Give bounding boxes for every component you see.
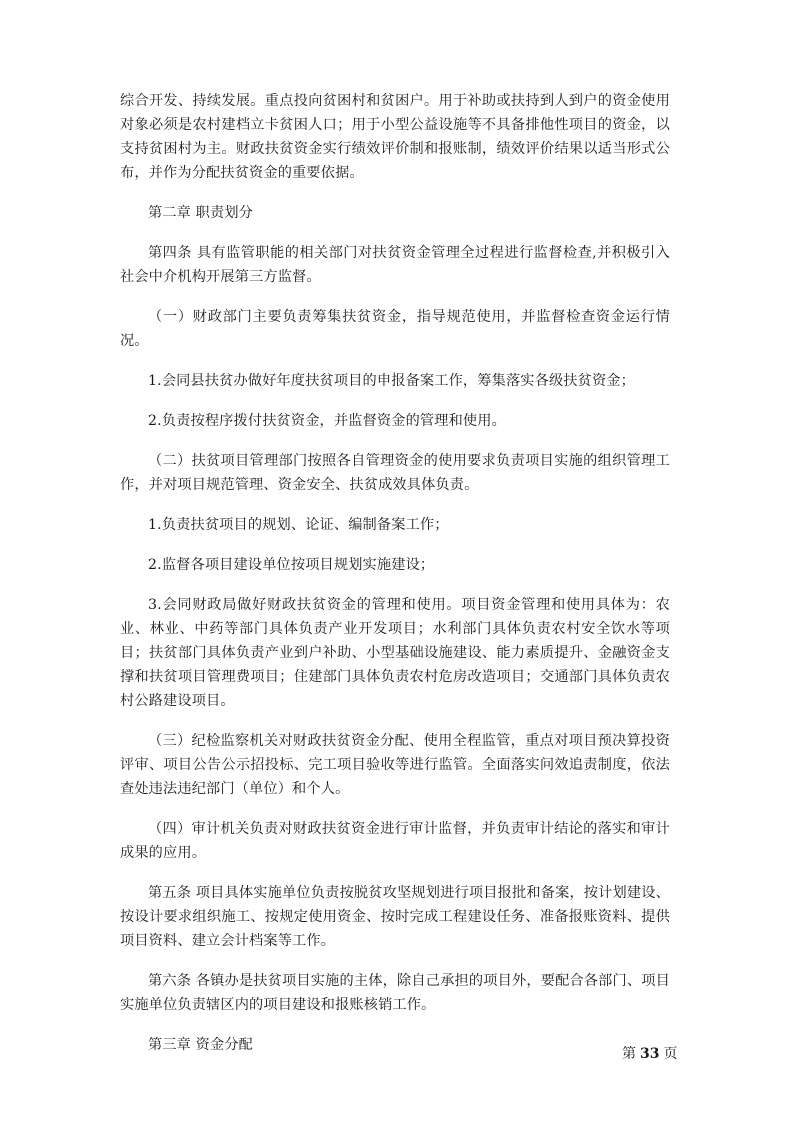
article-paragraph: 第五条 项目具体实施单位负责按脱贫攻坚规划进行项目报批和备案，按计划建设、按设计要求组织施工、按规定使用资金、按时完成工程建设任务、准备报账资料、提供项目资料、建立会计档案等工作。 — [120, 885, 670, 949]
article-paragraph: 第六条 各镇办是扶贫项目实施的主体，除自己承担的项目外，要配合各部门、项目实施单位负责辖区内的项目建设和报账核销工作。 — [120, 973, 670, 1013]
list-item: 1.负责扶贫项目的规划、论证、编制备案工作； — [148, 517, 449, 533]
chapter-heading: 第二章 职责划分 — [148, 205, 254, 221]
section-paragraph: （三）纪检监察机关对财政扶贫资金分配、使用全程监管，重点对项目预决算投资评审、项目公告公示招投标、完工项目验收等进行监管。全面落实问效追责制度，依法查处违法违纪部门（单位）和个人。 — [120, 733, 670, 797]
section-paragraph: （一）财政部门主要负责筹集扶贫资金，指导规范使用，并监督检查资金运行情况。 — [120, 309, 670, 349]
list-item: 1.会同县扶贫办做好年度扶贫项目的申报备案工作，筹集落实各级扶贫资金； — [148, 373, 635, 389]
page-suffix: 页 — [663, 1046, 678, 1062]
list-item: 2.监督各项目建设单位按项目规划实施建设； — [148, 557, 435, 573]
page-number-footer — [622, 1044, 677, 1064]
list-item: 2.负责按程序拨付扶贫资金，并监督资金的管理和使用。 — [148, 413, 506, 429]
section-paragraph: （四）审计机关负责对财政扶贫资金进行审计监督，并负责审计结论的落实和审计成果的应用。 — [120, 821, 670, 861]
article-paragraph: 第四条 具有监管职能的相关部门对扶贫资金管理全过程进行监督检查,并积极引入社会中介机构开展第三方监督。 — [120, 245, 670, 285]
page-number: 33 — [640, 1046, 660, 1062]
chapter-heading: 第三章 资金分配 — [148, 1037, 254, 1053]
document-body — [120, 89, 670, 1073]
section-paragraph: （二）扶贫项目管理部门按照各自管理资金的使用要求负责项目实施的组织管理工作，并对项目规范管理、资金安全、扶贫成效具体负责。 — [120, 453, 670, 493]
page-prefix: 第 — [622, 1046, 636, 1062]
paragraph-continued: 综合开发、持续发展。重点投向贫困村和贫困户。用于补助或扶持到人到户的资金使用对象必须是农村建档立卡贫困人口；用于小型公益设施等不具备排他性项目的资金，以支持贫困村为主。财政扶贫资金实行绩效评价制和报账制，绩效评价结果以适当形式公布，并作为分配扶贫资金的重要依据。 — [120, 93, 670, 181]
list-item: 3.会同财政局做好财政扶贫资金的管理和使用。项目资金管理和使用具体为：农业、林业、中药等部门具体负责产业开发项目；水利部门具体负责农村安全饮水等项目；扶贫部门具体负责产业到户补助、小型基础设施建设、能力素质提升、金融资金支撑和扶贫项目管理费项目；住建部门具体负责农村危房改造项目；交通部门具体负责农村公路建设项目。 — [120, 597, 670, 709]
